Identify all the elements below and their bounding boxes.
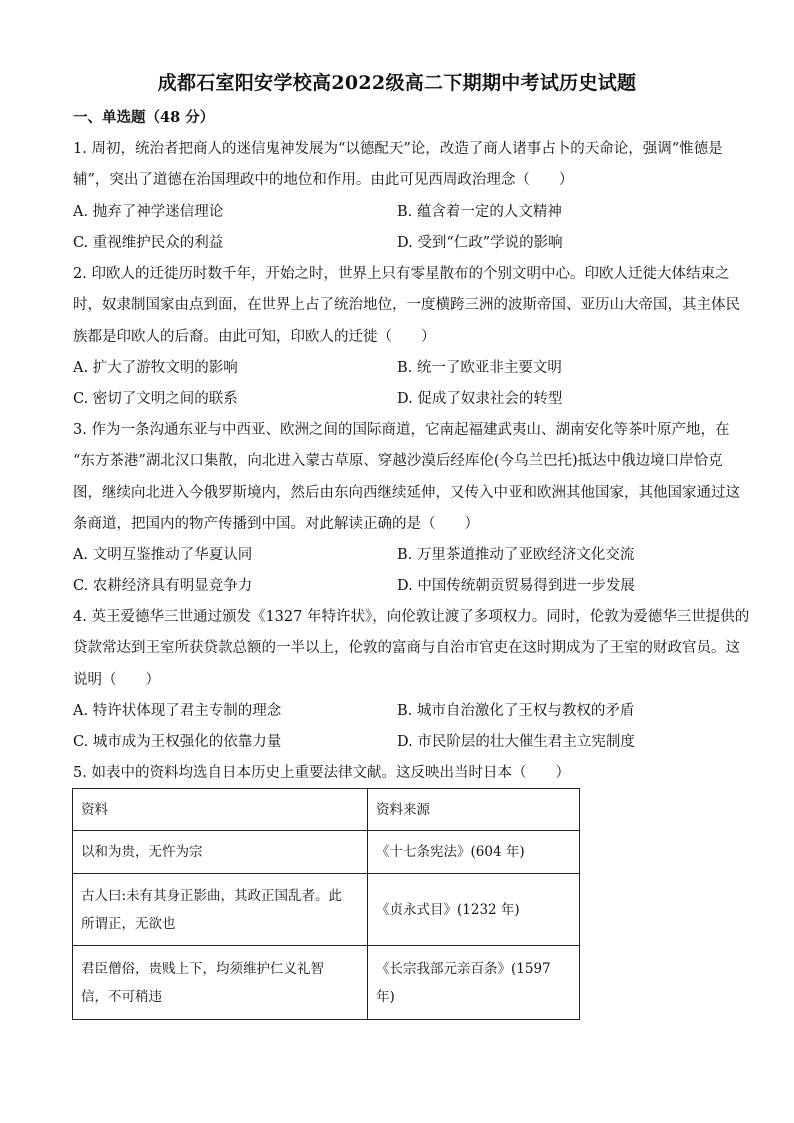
q4-option-d: D. 市民阶层的壮大催生君主立宪制度 xyxy=(397,734,635,750)
table-cell xyxy=(73,831,368,874)
q1-option-a: A. 抛弃了神学迷信理论 xyxy=(73,204,224,220)
section-heading: 一、单选题（48 分） xyxy=(73,109,215,126)
table-row xyxy=(73,831,580,874)
question-1-stem xyxy=(73,134,723,197)
question-2-stem xyxy=(73,259,740,353)
stem-line: 族都是印欧人的后裔。由此可知，印欧人的迁徙（ ） xyxy=(73,328,436,345)
stem-line: 2. 印欧人的迁徙历时数千年，开始之时，世界上只有零星散布的个别文明中心。印欧人迁徙大体结束之 xyxy=(73,266,730,282)
stem-line: 辅”，突出了道德在治国理政中的地位和作用。由此可见西周政治理念（ ） xyxy=(73,172,574,189)
q4-option-c: C. 城市成为王权强化的依靠力量 xyxy=(73,734,282,750)
table-header-cell: 资料来源 xyxy=(368,789,580,831)
cell-line: 信，不可稍违 xyxy=(81,988,162,1005)
question-3-stem xyxy=(73,415,740,540)
cell-line: 《贞永式目》(1232 年) xyxy=(376,901,520,918)
q4-option-a: A. 特许状体现了君主专制的理念 xyxy=(73,703,282,719)
q3-option-a: A. 文明互鉴推动了华夏认同 xyxy=(73,547,253,563)
q1-option-b: B. 蕴含着一定的人文精神 xyxy=(397,204,562,220)
q4-option-b: B. 城市自治激化了王权与教权的矛盾 xyxy=(397,703,635,719)
exam-title: 成都石室阳安学校高2022级高二下期期中考试历史试题 xyxy=(157,72,637,94)
stem-line: 4. 英王爱德华三世通过颁发《1327 年特许状》，向伦敦让渡了多项权力。同时，伦敦为爱德华三世提供的 xyxy=(73,609,750,625)
table-cell xyxy=(368,874,580,946)
source-table xyxy=(72,788,580,1020)
cell-line: 年) xyxy=(376,988,395,1005)
cell-line: 以和为贵，无忤为宗 xyxy=(81,844,203,860)
stem-line: 时，奴隶制国家由点到面，在世界上占了统治地位，一度横跨三洲的波斯帝国、亚历山大帝国，其主体民 xyxy=(73,297,740,314)
cell-line: 古人曰:未有其身正影曲，其政正国乱者。此 xyxy=(81,887,343,904)
q2-option-a: A. 扩大了游牧文明的影响 xyxy=(73,360,238,376)
q3-option-b: B. 万里茶道推动了亚欧经济文化交流 xyxy=(397,547,635,563)
table-row xyxy=(73,874,580,946)
cell-line: 《十七条宪法》(604 年) xyxy=(376,844,525,860)
cell-line: 所谓正，无欲也 xyxy=(81,915,176,932)
table-cell xyxy=(368,831,580,874)
stem-line: “东方茶港”湖北汉口集散，向北进入蒙古草原、穿越沙漠后经库伦(今乌兰巴托)抵达中俄边境口岸恰克 xyxy=(73,453,723,470)
table-header-cell: 资料 xyxy=(73,789,368,831)
question-5-stem xyxy=(73,758,723,789)
q1-option-c: C. 重视维护民众的利益 xyxy=(73,235,224,251)
stem-line: 5. 如表中的资料均选自日本历史上重要法律文献。这反映出当时日本（ ） xyxy=(73,765,570,781)
stem-line: 1. 周初，统治者把商人的迷信鬼神发展为“以德配天”论，改造了商人诸事占卜的天命论，强调“惟德是 xyxy=(73,141,723,157)
q1-option-d: D. 受到“仁政”学说的影响 xyxy=(397,235,563,251)
question-4-stem xyxy=(73,602,750,696)
stem-line: 3. 作为一条沟通东亚与中西亚、欧洲之间的国际商道，它南起福建武夷山、湖南安化等茶叶原产地，在 xyxy=(73,422,730,438)
stem-line: 贷款常达到王室所获贷款总额的一半以上，伦敦的富商与自治市官吏在这时期成为了王室的财政官员。这 xyxy=(73,640,740,657)
q2-option-b: B. 统一了欧亚非主要文明 xyxy=(397,360,562,376)
q2-option-c: C. 密切了文明之间的联系 xyxy=(73,391,238,407)
q2-option-d: D. 促成了奴隶社会的转型 xyxy=(397,391,563,407)
stem-line: 条商道，把国内的物产传播到中国。对此解读正确的是（ ） xyxy=(73,515,479,532)
q3-option-c: C. 农耕经济具有明显竞争力 xyxy=(73,578,253,594)
table-cell xyxy=(368,946,580,1020)
cell-line: 《长宗我部元亲百条》(1597 xyxy=(376,960,551,977)
table-header-row xyxy=(73,789,580,831)
stem-line: 图，继续向北进入今俄罗斯境内，然后由东向西继续延伸，又传入中亚和欧洲其他国家，其他国家通过这 xyxy=(73,484,740,501)
table-cell xyxy=(73,874,368,946)
q3-option-d: D. 中国传统朝贡贸易得到进一步发展 xyxy=(397,578,635,594)
table-row xyxy=(73,946,580,1020)
table-cell xyxy=(73,946,368,1020)
cell-line: 君臣僧俗，贵贱上下，均须维护仁义礼智 xyxy=(81,960,324,977)
stem-line: 说明（ ） xyxy=(73,671,160,688)
